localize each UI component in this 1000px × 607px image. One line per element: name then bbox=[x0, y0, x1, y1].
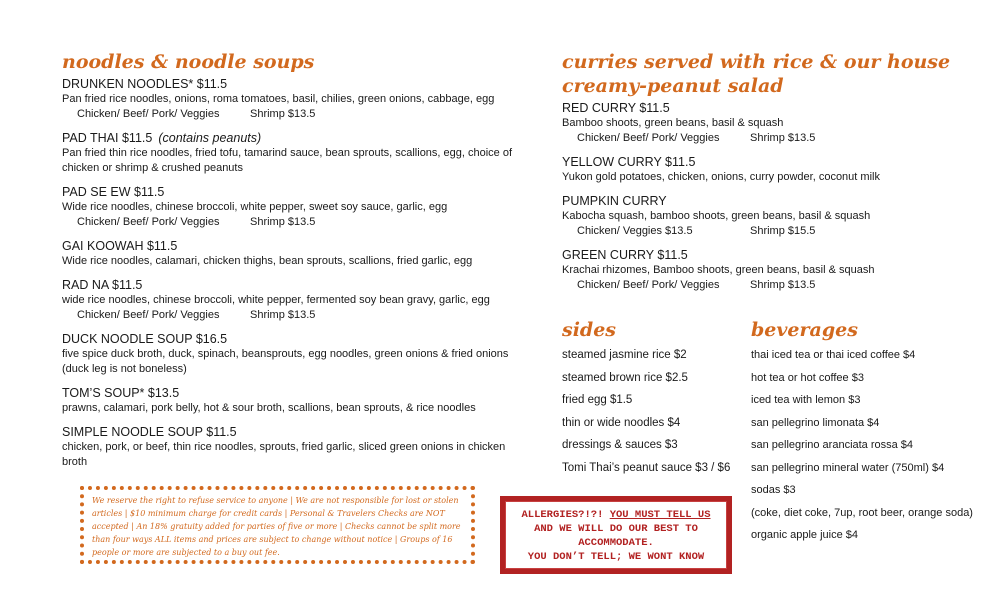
menu-item bbox=[62, 424, 522, 470]
menu-item-title bbox=[562, 154, 982, 170]
menu-item-title bbox=[62, 130, 522, 146]
menu-item-description: Bamboo shoots, green beans, basil & squash bbox=[562, 117, 784, 129]
menu-item-name: RED CURRY $11.5 bbox=[562, 101, 670, 115]
menu-item-note: (contains peanuts) bbox=[158, 131, 262, 145]
side-item: dressings & sauces $3 bbox=[562, 439, 678, 451]
beverage-item: san pellegrino mineral water (750ml) $4 bbox=[751, 461, 945, 474]
menu-item-option-protein: Chicken/ Beef/ Pork/ Veggies bbox=[77, 309, 220, 321]
beverages-section bbox=[751, 318, 991, 547]
side-item: steamed brown rice $2.5 bbox=[562, 371, 688, 384]
menu-item-description: Wide rice noodles, chinese broccoli, white pepper, sweet soy sauce, garlic, egg bbox=[62, 201, 448, 213]
menu-item-option-protein: Chicken/ Beef/ Pork/ Veggies bbox=[77, 216, 220, 228]
menu-item-description: Krachai rhizomes, Bamboo shoots, green beans, basil & squash bbox=[562, 264, 875, 276]
menu-item-option-shrimp: Shrimp $15.5 bbox=[750, 225, 816, 237]
menu-item-description: Kabocha squash, bamboo shoots, green beans, basil & squash bbox=[562, 210, 871, 222]
allergy-line1-underlined: YOU MUST TELL US bbox=[609, 509, 711, 521]
menu-item-description: chicken, pork, or beef, thin rice noodles, sprouts, fried garlic, sliced green onions in chicken broth bbox=[62, 441, 506, 468]
menu-item-name: YELLOW CURRY $11.5 bbox=[562, 155, 696, 169]
menu-item-description: five spice duck broth, duck, spinach, beansprouts, egg noodles, green onions & fried onions (duck leg is not boneless) bbox=[62, 348, 509, 375]
menu-item-description: Pan fried thin rice noodles, fried tofu, tamarind sauce, bean sprouts, scallions, egg, choice of chicken or shrimp & crushed peanuts bbox=[62, 147, 513, 174]
menu-item bbox=[562, 100, 982, 146]
beverages-list bbox=[751, 344, 991, 547]
menu-item-options bbox=[562, 224, 982, 239]
menu-item-name: DRUNKEN NOODLES* $11.5 bbox=[62, 77, 228, 91]
menu-item bbox=[62, 277, 522, 323]
menu-item bbox=[62, 130, 522, 176]
noodles-heading: noodles & noodle soups bbox=[62, 51, 315, 73]
menu-item bbox=[62, 76, 522, 122]
menu-item-options bbox=[562, 131, 982, 146]
menu-item-name: RAD NA $11.5 bbox=[62, 278, 143, 292]
menu-item-title bbox=[562, 100, 982, 116]
menu-item-title bbox=[62, 331, 522, 347]
menu-item-name: TOM’S SOUP* $13.5 bbox=[62, 386, 180, 400]
menu-item-title bbox=[62, 385, 522, 401]
beverage-item: (coke, diet coke, 7up, root beer, orange soda) bbox=[751, 506, 973, 519]
noodles-section bbox=[62, 50, 522, 478]
menu-item bbox=[62, 238, 522, 269]
menu-item-option-shrimp: Shrimp $13.5 bbox=[750, 279, 816, 291]
menu-item-name: GREEN CURRY $11.5 bbox=[562, 248, 688, 262]
menu-item-options bbox=[62, 308, 522, 323]
menu-item-option-protein: Chicken/ Veggies $13.5 bbox=[577, 225, 693, 237]
menu-item-option-protein: Chicken/ Beef/ Pork/ Veggies bbox=[77, 108, 220, 120]
menu-item-title bbox=[62, 76, 522, 92]
beverage-item: san pellegrino limonata $4 bbox=[751, 416, 880, 429]
menu-item-option-protein: Chicken/ Beef/ Pork/ Veggies bbox=[577, 279, 720, 291]
menu-item-option-shrimp: Shrimp $13.5 bbox=[250, 108, 316, 120]
menu-item-name: PUMPKIN CURRY bbox=[562, 194, 667, 208]
beverages-heading: beverages bbox=[751, 319, 858, 341]
menu-item-name: DUCK NOODLE SOUP $16.5 bbox=[62, 332, 228, 346]
menu-item-options bbox=[62, 107, 522, 122]
menu-item bbox=[562, 154, 982, 185]
menu-item-option-shrimp: Shrimp $13.5 bbox=[250, 216, 316, 228]
menu-item bbox=[62, 385, 522, 416]
menu-item-title bbox=[62, 424, 522, 440]
beverage-item: iced tea with lemon $3 bbox=[751, 394, 861, 406]
menu-item-title bbox=[62, 184, 522, 200]
menu-item-name: SIMPLE NOODLE SOUP $11.5 bbox=[62, 425, 237, 439]
allergy-line2: YOU DON’T TELL; WE WONT KNOW bbox=[527, 551, 705, 563]
menu-item bbox=[562, 247, 982, 293]
menu-item-title bbox=[562, 193, 982, 209]
side-item: steamed jasmine rice $2 bbox=[562, 349, 687, 361]
beverage-item: sodas $3 bbox=[751, 484, 796, 496]
curries-heading: curries served with rice & our house creamy-peanut salad bbox=[562, 51, 951, 97]
noodle-list bbox=[62, 76, 522, 470]
allergy-warning bbox=[500, 496, 732, 574]
menu-item-title bbox=[62, 238, 522, 254]
menu-item-description: Wide rice noodles, calamari, chicken thighs, bean sprouts, scallions, fried garlic, egg bbox=[62, 255, 473, 267]
menu-item-description: Yukon gold potatoes, chicken, onions, curry powder, coconut milk bbox=[562, 171, 880, 183]
menu-item-name: PAD THAI $11.5 bbox=[62, 131, 153, 145]
curry-list bbox=[562, 100, 982, 293]
allergy-line1-start: ALLERGIES?!?! bbox=[521, 509, 610, 521]
menu-item-name: GAI KOOWAH $11.5 bbox=[62, 239, 178, 253]
menu-item-description: Pan fried rice noodles, onions, roma tomatoes, basil, chilies, green onions, cabbage, egg bbox=[62, 93, 495, 105]
beverage-item: thai iced tea or thai iced coffee $4 bbox=[751, 349, 916, 361]
menu-item bbox=[62, 184, 522, 230]
policy-notice: We reserve the right to refuse service to anyone | We are not responsible for lost or stolen articles | $10 minimum charge for credit cards | Personal & Travelers Checks are NOT accepted | An 18% gratuity added for parties of five or more | Checks cannot be split more than four ways ALL items and prices are subject to change without notice | Groups of 16 people or more are subjected to a buy out fee. bbox=[80, 486, 475, 564]
menu-item-description: prawns, calamari, pork belly, hot & sour broth, scallions, bean sprouts, & rice noodles bbox=[62, 402, 476, 414]
menu-item-option-shrimp: Shrimp $13.5 bbox=[750, 132, 816, 144]
allergy-line1-end: AND WE WILL DO OUR BEST TO ACCOMMODATE. bbox=[534, 523, 698, 549]
side-item: thin or wide noodles $4 bbox=[562, 416, 681, 429]
side-item: Tomi Thai’s peanut sauce $3 / $6 bbox=[562, 461, 731, 474]
sides-section bbox=[562, 318, 742, 479]
side-item: fried egg $1.5 bbox=[562, 394, 633, 406]
sides-heading: sides bbox=[562, 319, 616, 341]
menu-item-title bbox=[62, 277, 522, 293]
curries-section bbox=[562, 50, 982, 301]
beverage-item: hot tea or hot coffee $3 bbox=[751, 371, 864, 384]
sides-list bbox=[562, 344, 742, 479]
menu-item-options bbox=[562, 278, 982, 293]
menu-item-title bbox=[562, 247, 982, 263]
menu-item-option-shrimp: Shrimp $13.5 bbox=[250, 309, 316, 321]
menu-item-options bbox=[62, 215, 522, 230]
menu-item-option-protein: Chicken/ Beef/ Pork/ Veggies bbox=[577, 132, 720, 144]
menu-item bbox=[62, 331, 522, 377]
beverage-item: san pellegrino aranciata rossa $4 bbox=[751, 439, 914, 451]
beverage-item: organic apple juice $4 bbox=[751, 529, 859, 541]
menu-item-name: PAD SE EW $11.5 bbox=[62, 185, 165, 199]
menu-item-description: wide rice noodles, chinese broccoli, white pepper, fermented soy bean gravy, garlic, egg bbox=[62, 294, 490, 306]
menu-item bbox=[562, 193, 982, 239]
